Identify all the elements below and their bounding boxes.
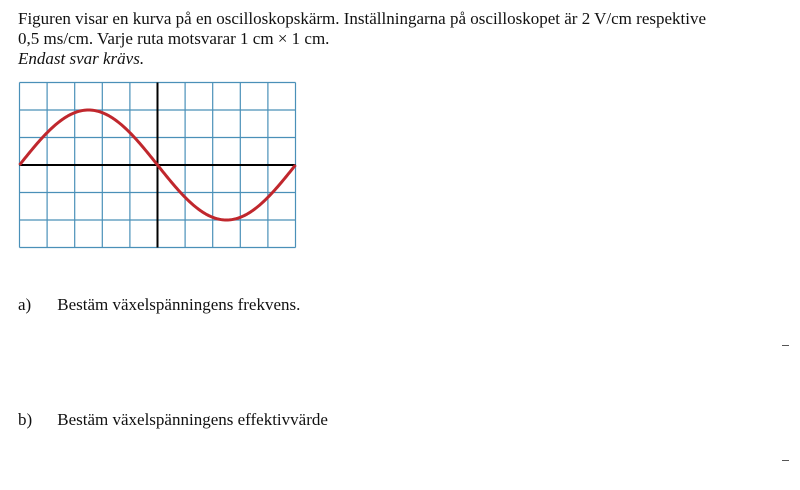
intro-line-2: 0,5 ms/cm. Varje ruta motsvarar 1 cm × 1 cm. <box>18 29 330 48</box>
question-b-text: Bestäm växelspänningens effektivvärde <box>57 410 328 429</box>
question-b <box>18 410 328 430</box>
problem-intro <box>18 9 788 69</box>
question-b-letter: b) <box>18 410 33 429</box>
answer-line-mark-b <box>782 460 789 461</box>
oscilloscope-screen <box>18 81 297 249</box>
question-a <box>18 295 300 315</box>
question-a-text: Bestäm växelspänningens frekvens. <box>57 295 301 314</box>
question-a-letter: a) <box>18 295 32 314</box>
answer-only-note: Endast svar krävs. <box>18 49 145 68</box>
answer-line-mark-a <box>782 345 789 346</box>
intro-line-1: Figuren visar en kurva på en oscilloskopskärm. Inställningarna på oscilloskopet är 2 V/cm respektive <box>18 9 707 28</box>
